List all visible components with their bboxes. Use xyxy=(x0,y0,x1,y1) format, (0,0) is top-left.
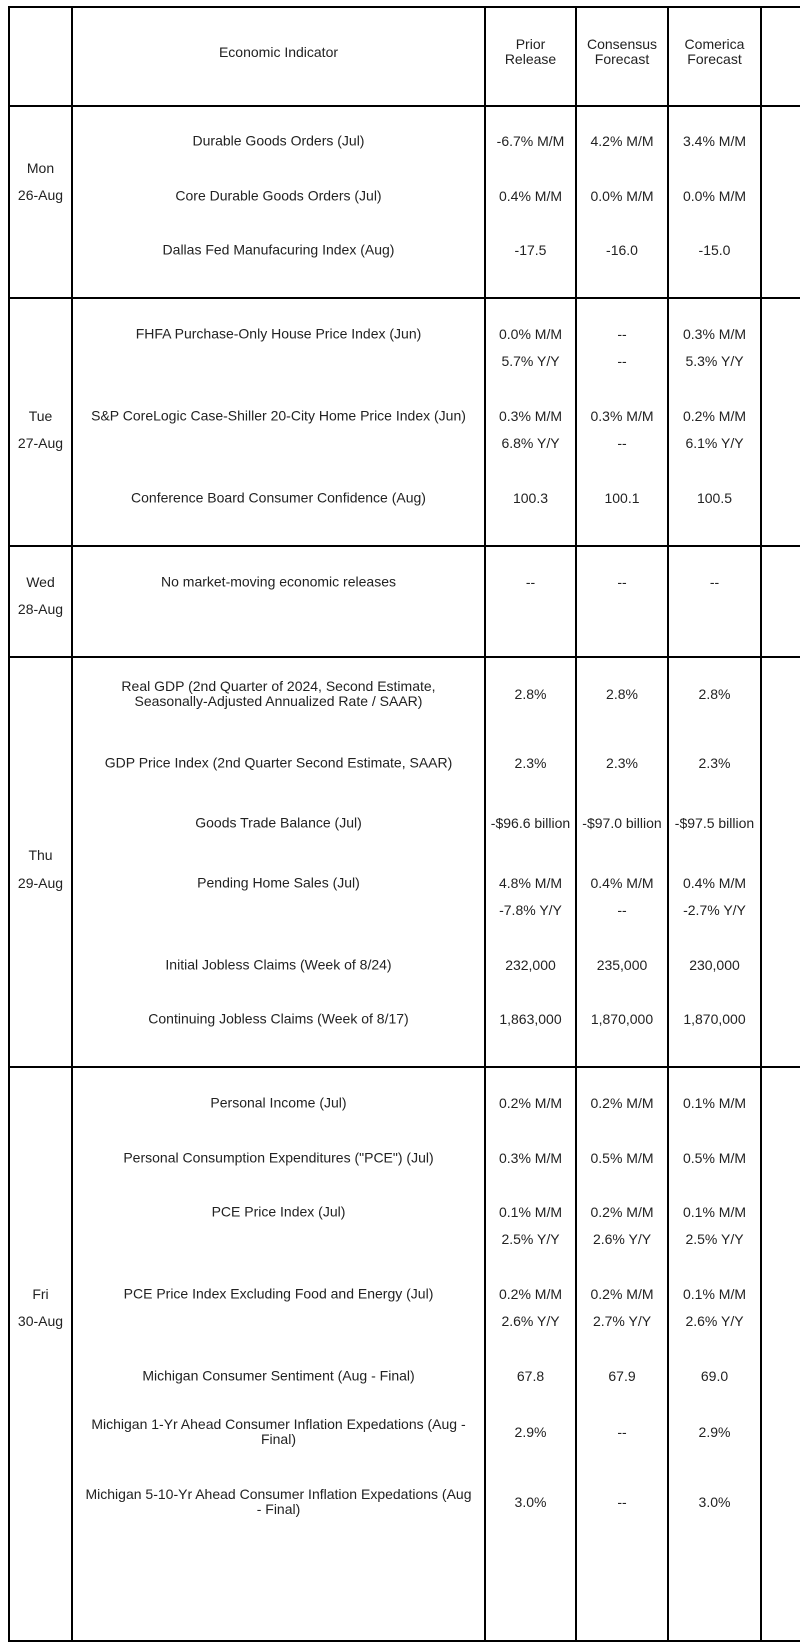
header-consensus-forecast xyxy=(577,8,667,96)
prior-release-value: 0.4% M/M xyxy=(498,188,562,204)
header-comerica-forecast xyxy=(669,8,760,96)
indicator-line: Michigan 5-10-Yr Ahead Consumer Inflation Expedations (Aug xyxy=(85,1486,472,1502)
consensus-forecast-value: -- xyxy=(617,574,627,590)
header-indicator xyxy=(73,8,484,96)
indicator-line: Continuing Jobless Claims (Week of 8/17) xyxy=(148,1010,409,1027)
indicator-line: GDP Price Index (2nd Quarter Second Estimate, SAAR) xyxy=(104,754,453,771)
comerica-forecast-value: 230,000 xyxy=(689,957,740,973)
comerica-forecast-value: 2.9% xyxy=(698,1424,731,1440)
indicator-name xyxy=(73,1096,484,1111)
indicator-name xyxy=(73,816,484,831)
header-prior-release xyxy=(486,8,575,96)
prior-release-value: 1,863,000 xyxy=(499,1011,562,1027)
indicator-line: Michigan 1-Yr Ahead Consumer Inflation Expedations (Aug - xyxy=(91,1416,466,1432)
indicator-line: PCE Price Index (Jul) xyxy=(211,1203,346,1220)
comerica-forecast-value: 0.4% M/M xyxy=(682,875,746,891)
consensus-forecast-value: 0.0% M/M xyxy=(590,188,654,204)
indicator-line: Real GDP (2nd Quarter of 2024, Second Estimate, xyxy=(121,678,436,694)
consensus-forecast-value: 2.3% xyxy=(606,755,638,771)
consensus-forecast-value: 100.1 xyxy=(604,490,640,506)
indicator-line: PCE Price Index Excluding Food and Energy (Jul) xyxy=(123,1285,434,1302)
comerica-forecast-value: 2.8% xyxy=(698,686,731,702)
comerica-forecast-value: 1,870,000 xyxy=(683,1011,746,1027)
comerica-forecast-value: 2.5% Y/Y xyxy=(685,1231,744,1247)
table-horizontal-border xyxy=(8,105,800,107)
prior-release-value: -7.8% Y/Y xyxy=(499,902,562,918)
table-horizontal-border xyxy=(8,1066,800,1068)
indicator-name xyxy=(73,327,484,342)
indicator-line: Dallas Fed Manufacuring Index (Aug) xyxy=(162,241,395,258)
header-comerica-line-1: Comerica xyxy=(684,36,745,52)
prior-release-value: 0.3% M/M xyxy=(498,1150,562,1166)
prior-release-value: 2.9% xyxy=(514,1424,547,1440)
prior-release-value: -6.7% M/M xyxy=(496,133,565,149)
comerica-forecast-value: 0.2% M/M xyxy=(682,408,746,424)
prior-release-value: 2.5% Y/Y xyxy=(501,1231,560,1247)
consensus-forecast-value: -- xyxy=(617,435,627,451)
prior-release-value: 232,000 xyxy=(505,957,556,973)
indicator-line: FHFA Purchase-Only House Price Index (Jun) xyxy=(135,325,422,342)
consensus-forecast-value: 1,870,000 xyxy=(590,1011,654,1027)
indicator-name xyxy=(73,1151,484,1166)
header-prior-line-1: Prior xyxy=(515,36,546,52)
table-horizontal-border xyxy=(8,545,800,547)
header-indicator-label: Economic Indicator xyxy=(218,43,339,60)
prior-release-value: 3.0% xyxy=(514,1494,547,1510)
indicator-name xyxy=(73,575,484,590)
consensus-forecast-value: 2.7% Y/Y xyxy=(592,1313,652,1329)
consensus-forecast-value: 0.3% M/M xyxy=(590,408,654,424)
indicator-name xyxy=(73,189,484,204)
indicator-line: Conference Board Consumer Confidence (Aug) xyxy=(131,489,426,506)
indicator-line: Durable Goods Orders (Jul) xyxy=(192,132,365,149)
indicator-name xyxy=(73,756,484,771)
table-horizontal-border xyxy=(8,297,800,299)
consensus-forecast-value: -16.0 xyxy=(606,242,638,258)
comerica-forecast-value: 3.0% xyxy=(698,1494,731,1510)
consensus-forecast-value: 0.2% M/M xyxy=(590,1095,654,1111)
consensus-forecast-value: 0.2% M/M xyxy=(590,1204,654,1220)
comerica-forecast-value: 0.1% M/M xyxy=(682,1095,746,1111)
indicator-name xyxy=(73,1205,484,1220)
indicator-name xyxy=(73,1287,484,1302)
consensus-forecast-value: 2.6% Y/Y xyxy=(592,1231,652,1247)
indicator-line: S&P CoreLogic Case-Shiller 20-City Home Price Index (Jun) xyxy=(91,407,466,424)
table-vertical-border xyxy=(8,6,10,1642)
indicator-name xyxy=(73,958,484,973)
prior-release-value: 2.6% Y/Y xyxy=(501,1313,560,1329)
table-horizontal-border xyxy=(8,656,800,658)
prior-release-value: 2.3% xyxy=(514,755,547,771)
prior-release-value: 6.8% Y/Y xyxy=(501,435,560,451)
header-comerica-line-2: Forecast xyxy=(687,51,742,67)
header-consensus-line-2: Forecast xyxy=(594,51,650,67)
table-horizontal-border xyxy=(8,6,800,8)
day-label: Tue xyxy=(28,408,53,424)
indicator-line: Personal Consumption Expenditures ("PCE") (Jul) xyxy=(123,1149,434,1166)
indicator-name xyxy=(73,243,484,258)
prior-release-value: -17.5 xyxy=(514,242,547,258)
day-label: Wed xyxy=(26,574,55,590)
comerica-forecast-value: 2.6% Y/Y xyxy=(685,1313,744,1329)
consensus-forecast-value: 0.5% M/M xyxy=(590,1150,654,1166)
indicator-line: No market-moving economic releases xyxy=(161,573,396,590)
consensus-forecast-value: 0.2% M/M xyxy=(590,1286,654,1302)
consensus-forecast-value: 4.2% M/M xyxy=(590,133,654,149)
day-label: Thu xyxy=(28,847,53,863)
indicator-name xyxy=(73,134,484,149)
prior-release-value: 0.0% M/M xyxy=(498,326,562,342)
prior-release-value: 0.2% M/M xyxy=(498,1095,562,1111)
header-prior-line-2: Release xyxy=(504,51,557,67)
indicator-name xyxy=(73,491,484,506)
prior-release-value: 67.8 xyxy=(516,1368,545,1384)
comerica-forecast-value: 0.5% M/M xyxy=(682,1150,746,1166)
comerica-forecast-value: 3.4% M/M xyxy=(682,133,746,149)
date-label: 29-Aug xyxy=(17,875,64,891)
comerica-forecast-value: 0.3% M/M xyxy=(682,326,746,342)
indicator-name xyxy=(73,1012,484,1027)
comerica-forecast-value: -- xyxy=(709,574,720,590)
indicator-name xyxy=(73,876,484,891)
comerica-forecast-value: 100.5 xyxy=(696,490,733,506)
comerica-forecast-value: 6.1% Y/Y xyxy=(685,435,744,451)
consensus-forecast-value: 2.8% xyxy=(606,686,638,702)
date-label: 27-Aug xyxy=(17,435,64,451)
consensus-forecast-value: -- xyxy=(617,1494,627,1510)
comerica-forecast-value: 2.3% xyxy=(698,755,731,771)
consensus-forecast-value: 67.9 xyxy=(608,1368,636,1384)
consensus-forecast-value: -- xyxy=(617,326,627,342)
consensus-forecast-value: -- xyxy=(617,353,627,369)
comerica-forecast-value: -2.7% Y/Y xyxy=(683,902,746,918)
consensus-forecast-value: 235,000 xyxy=(596,957,648,973)
indicator-line: Personal Income (Jul) xyxy=(210,1094,347,1111)
comerica-forecast-value: 0.1% M/M xyxy=(682,1286,746,1302)
indicator-line: Goods Trade Balance (Jul) xyxy=(195,814,362,831)
prior-release-value: 4.8% M/M xyxy=(498,875,562,891)
indicator-name xyxy=(73,1369,484,1384)
consensus-forecast-value: -- xyxy=(617,902,627,918)
prior-release-value: 0.3% M/M xyxy=(498,408,562,424)
consensus-forecast-value: -$97.0 billion xyxy=(582,815,662,831)
table-horizontal-border xyxy=(8,1640,800,1642)
date-label: 30-Aug xyxy=(17,1313,64,1329)
indicator-name xyxy=(73,409,484,424)
economic-calendar-table xyxy=(8,6,800,1642)
day-label: Fri xyxy=(32,1286,49,1302)
prior-release-value: -- xyxy=(525,574,536,590)
header-consensus-line-1: Consensus xyxy=(586,36,658,52)
indicator-line: Final) xyxy=(260,1431,296,1447)
consensus-forecast-value: -- xyxy=(617,1424,627,1440)
comerica-forecast-value: -$97.5 billion xyxy=(674,815,755,831)
consensus-forecast-value: 0.4% M/M xyxy=(590,875,654,891)
header-day-cell xyxy=(10,8,71,105)
indicator-line: Initial Jobless Claims (Week of 8/24) xyxy=(165,956,392,973)
indicator-line: Pending Home Sales (Jul) xyxy=(197,874,360,891)
table-vertical-border xyxy=(760,6,762,1642)
date-label: 26-Aug xyxy=(17,187,64,203)
indicator-line: Core Durable Goods Orders (Jul) xyxy=(175,187,382,204)
prior-release-value: 100.3 xyxy=(512,490,549,506)
indicator-name xyxy=(73,1487,484,1517)
prior-release-value: -$96.6 billion xyxy=(490,815,571,831)
date-label: 28-Aug xyxy=(17,601,64,617)
comerica-forecast-value: 0.0% M/M xyxy=(682,188,746,204)
comerica-forecast-value: -15.0 xyxy=(698,242,731,258)
indicator-name xyxy=(73,1417,484,1447)
indicator-line: Seasonally-Adjusted Annualized Rate / SAAR) xyxy=(134,693,423,709)
day-label: Mon xyxy=(26,160,55,176)
comerica-forecast-value: 69.0 xyxy=(700,1368,729,1384)
prior-release-value: 0.1% M/M xyxy=(498,1204,562,1220)
prior-release-value: 2.8% xyxy=(514,686,547,702)
comerica-forecast-value: 5.3% Y/Y xyxy=(685,353,744,369)
indicator-line: Michigan Consumer Sentiment (Aug - Final) xyxy=(142,1367,415,1384)
comerica-forecast-value: 0.1% M/M xyxy=(682,1204,746,1220)
indicator-line: - Final) xyxy=(256,1501,301,1517)
prior-release-value: 0.2% M/M xyxy=(498,1286,562,1302)
prior-release-value: 5.7% Y/Y xyxy=(501,353,560,369)
indicator-name xyxy=(73,679,484,709)
